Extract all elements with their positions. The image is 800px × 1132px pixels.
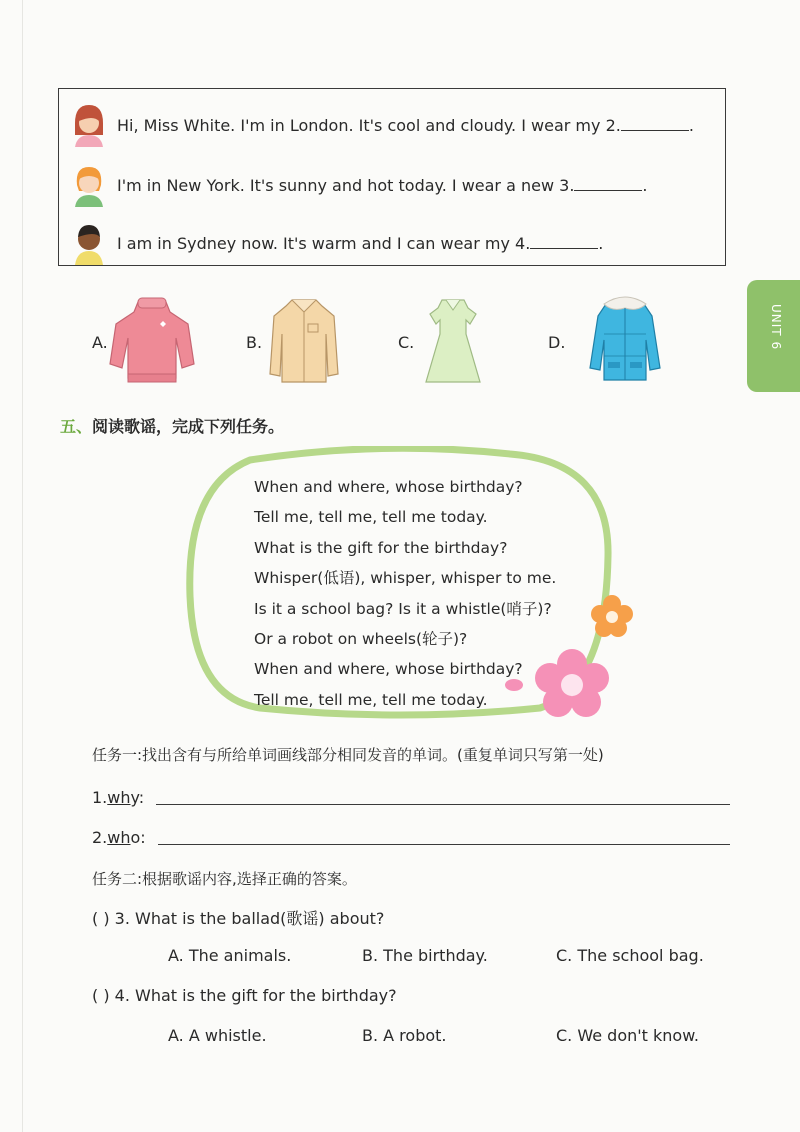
answer-blank[interactable] [621,114,689,131]
poem-line: When and where, whose birthday? [254,660,523,679]
option-letter: D. [548,333,566,352]
boy-avatar-icon [69,219,109,265]
dialogue-end: . [598,233,604,253]
option-letter: B. [246,333,263,352]
question-text: 4. What is the gift for the birthday? [114,986,397,1005]
dialogue-end: . [688,115,694,135]
unit-tab-label: UNIT 6 [769,304,783,351]
question-row [92,906,384,929]
shirt-icon [268,294,340,386]
task2-title: 任务二:根据歌谣内容,选择正确的答案。 [92,870,357,888]
answer-paren[interactable]: ( ) [92,909,110,928]
option[interactable]: B. The birthday. [362,946,488,965]
page-edge [22,0,23,1132]
section-title [60,414,284,437]
item-number: 1. [92,788,108,807]
question-text: 3. What is the ballad(歌谣) about? [114,909,385,928]
sweater-icon [108,294,196,386]
dialogue-text: Hi, Miss White. I'm in London. It's cool and cloudy. I wear my 2. [117,115,621,135]
option-letter: A. [92,333,108,352]
poem-line: Tell me, tell me, tell me today. [254,690,488,709]
answer-line[interactable] [156,804,730,805]
section-number: 五、 [60,417,93,436]
option[interactable]: C. We don't know. [556,1026,699,1045]
dialogue-line [69,159,648,209]
answer-blank[interactable] [530,232,598,249]
underlined-part: wh [107,828,131,847]
dress-icon [424,294,482,386]
section-text: 阅读歌谣，完成下列任务。 [92,417,285,436]
item-rest: y: [130,788,145,807]
item-rest: o: [130,828,146,847]
option[interactable]: B. A robot. [362,1026,447,1045]
item-number: 2. [92,828,108,847]
option-letter: C. [398,333,415,352]
option[interactable]: A. A whistle. [168,1026,267,1045]
coat-icon [586,294,664,386]
poem-line: Whisper(低语), whisper, whisper to me. [254,569,557,588]
dialogue-end: . [642,175,648,195]
poem-line: Or a robot on wheels(轮子)? [254,629,468,648]
answer-line[interactable] [158,844,730,845]
poem-line: Tell me, tell me, tell me today. [254,508,488,527]
poem-line: Is it a school bag? Is it a whistle(哨子)? [254,599,552,618]
poem-line: What is the gift for the birthday? [254,538,508,557]
girl-avatar-icon [69,161,109,207]
dialogue-text: I am in Sydney now. It's warm and I can wear my 4. [117,233,531,253]
unit-tab [747,280,800,392]
dialogue-text: I'm in New York. It's sunny and hot today. I wear a new 3. [117,175,575,195]
task1-item [92,788,144,807]
task1-item [92,828,146,847]
answer-paren[interactable]: ( ) [92,986,110,1005]
dialogue-box [58,88,726,266]
girl-avatar-icon [69,101,109,147]
poem-line: When and where, whose birthday? [254,478,523,496]
option[interactable]: C. The school bag. [556,946,704,965]
dialogue-line [69,99,694,149]
poem [254,472,614,715]
answer-blank[interactable] [574,174,642,191]
task1-title: 任务一:找出含有与所给单词画线部分相同发音的单词。(重复单词只写第一处) [92,746,604,764]
underlined-part: wh [107,788,131,807]
option[interactable]: A. The animals. [168,946,292,965]
dialogue-line [69,217,603,267]
question-row [92,986,397,1005]
